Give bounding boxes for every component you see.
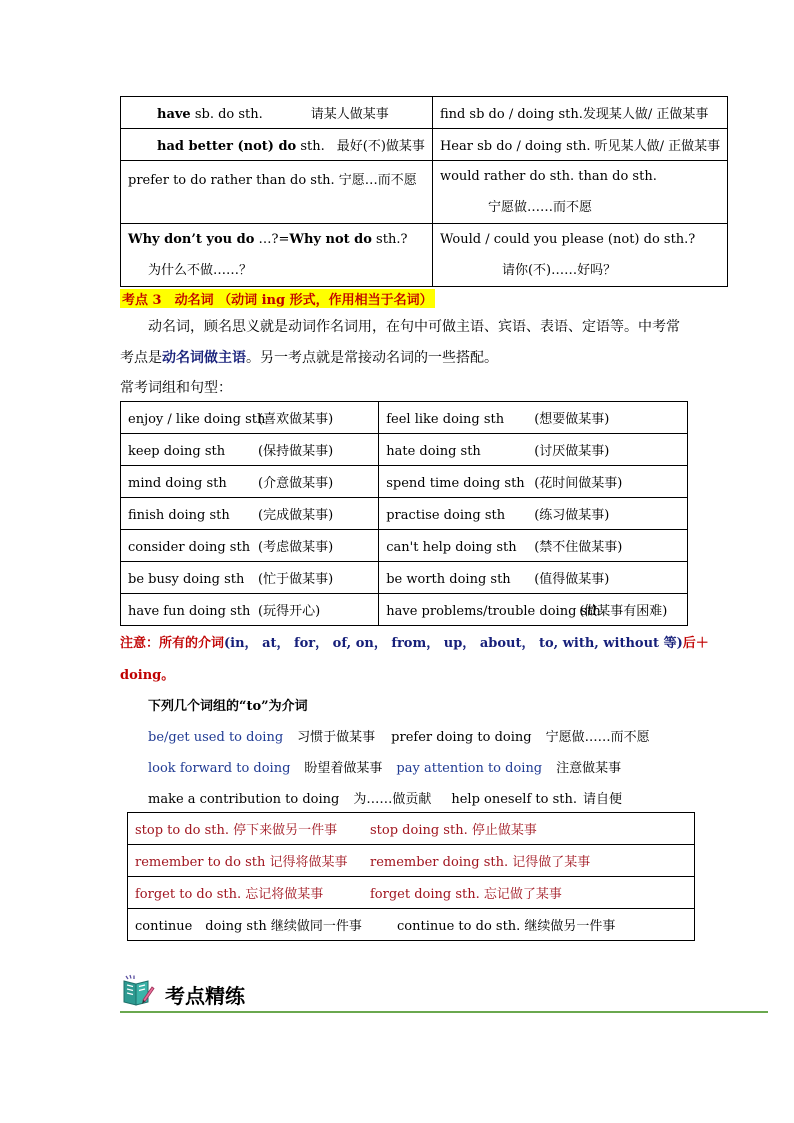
phrase-meaning: (练习做某事) xyxy=(534,508,610,523)
phrase-meaning: (完成做某事) xyxy=(258,508,334,523)
section-divider xyxy=(120,1011,768,1013)
phrase-text: finish doing sth xyxy=(128,508,230,523)
phrase-text: feel like doing sth xyxy=(386,412,505,427)
table-cell xyxy=(121,530,379,562)
table-cell: Why don’t you do …?=Why not do sth.? 为什么不做……？ xyxy=(121,224,433,287)
table-cell: would rather do sth. than do sth. 宁愿做……而不愿 xyxy=(432,161,727,224)
table-cell xyxy=(379,498,688,530)
table-row xyxy=(121,530,688,562)
phrase-meaning: (花时间做某事) xyxy=(534,476,623,491)
paragraph-line: 考点是动名词做主语。另一考点就是常接动名词的一些搭配。 xyxy=(120,350,498,366)
table-cell: find sb do / doing sth.发现某人做/ 正做某事 xyxy=(432,97,727,129)
phrase-table-1 xyxy=(120,96,728,287)
phrase-text: hate doing sth xyxy=(386,444,481,459)
table-row xyxy=(121,594,688,626)
phrase-meaning: (介意做某事) xyxy=(258,476,334,491)
table-row xyxy=(121,161,728,224)
phrase-line: look forward to doing 盼望着做某事 pay attention to doing 注意做某事 xyxy=(148,761,622,776)
table-row xyxy=(121,97,728,129)
table-cell xyxy=(121,498,379,530)
table-row xyxy=(128,909,695,941)
phrase-text: continue doing sth 继续做同一件事 xyxy=(135,919,362,934)
phrase-meaning: (做某事有困难) xyxy=(579,604,668,619)
phrase-meaning: (忙于做某事) xyxy=(258,572,334,587)
table-cell xyxy=(379,562,688,594)
phrase-text: consider doing sth xyxy=(128,540,251,555)
subheading: 常考词组和句型： xyxy=(120,380,232,396)
table-cell xyxy=(128,813,695,845)
note-line-2: doing。 xyxy=(120,668,175,683)
table-cell xyxy=(128,845,695,877)
phrase-text: have fun doing sth xyxy=(128,604,251,619)
table-row xyxy=(128,845,695,877)
phrase-text: be worth doing sth xyxy=(386,572,511,587)
table-cell xyxy=(379,434,688,466)
table-cell xyxy=(121,466,379,498)
note-line: 注意：所有的介词(in， at， for， of, on， from， up， about， to, with, without 等)后＋ xyxy=(120,636,709,651)
table-cell: Hear sb do / doing sth. 听见某人做/ 正做某事 xyxy=(432,129,727,161)
to-vs-ing-table xyxy=(127,812,695,941)
table-cell: have sb. do sth. 请某人做某事 xyxy=(121,97,433,129)
table-row xyxy=(121,129,728,161)
table-cell: prefer to do rather than do sth. 宁愿…而不愿 xyxy=(121,161,433,224)
phrase-meaning: (值得做某事) xyxy=(534,572,610,587)
table-row xyxy=(121,562,688,594)
table-cell xyxy=(379,466,688,498)
phrase-meaning: (玩得开心) xyxy=(258,604,321,619)
phrase-text: practise doing sth xyxy=(386,508,506,523)
table-row xyxy=(121,402,688,434)
table-cell xyxy=(379,530,688,562)
paragraph-line: 动名词，顾名思义就是动词作名词用，在句中可做主语、宾语、表语、定语等。中考常 xyxy=(148,319,680,335)
phrase-text: continue to do sth. 继续做另一件事 xyxy=(397,919,616,934)
table-row xyxy=(121,224,728,287)
table-row xyxy=(128,813,695,845)
phrase-text: forget doing sth. 忘记做了某事 xyxy=(370,887,562,902)
phrase-text: enjoy / like doing sth xyxy=(128,412,266,427)
phrase-text: forget to do sth. 忘记将做某事 xyxy=(135,887,324,902)
table-cell xyxy=(379,402,688,434)
table-row xyxy=(128,877,695,909)
table-cell: had better (not) do sth. 最好(不)做某事 xyxy=(121,129,433,161)
phrase-text: be busy doing sth xyxy=(128,572,245,587)
phrase-text: stop doing sth. 停止做某事 xyxy=(370,823,537,838)
phrase-text: can't help doing sth xyxy=(386,540,517,555)
to-preposition-heading: 下列几个词组的“to”为介词 xyxy=(148,699,308,714)
table-row xyxy=(121,466,688,498)
phrase-meaning: (想要做某事) xyxy=(534,412,610,427)
table-cell xyxy=(128,877,695,909)
exercise-title: 考点精练 xyxy=(165,984,245,1008)
phrase-meaning: (讨厌做某事) xyxy=(534,444,610,459)
phrase-meaning: (喜欢做某事) xyxy=(258,412,334,427)
phrase-meaning: (考虑做某事) xyxy=(258,540,334,555)
table-cell: Would / could you please (not) do sth.? 请你(不)……好吗？ xyxy=(432,224,727,287)
phrase-text: mind doing sth xyxy=(128,476,227,491)
table-cell xyxy=(379,594,688,626)
table-row xyxy=(121,498,688,530)
phrase-text: spend time doing sth xyxy=(386,476,525,491)
phrase-text: have problems/trouble doing sth xyxy=(386,604,601,619)
phrase-meaning: (禁不住做某事) xyxy=(534,540,623,555)
table-cell xyxy=(128,909,695,941)
gerund-phrase-table xyxy=(120,401,688,626)
phrase-text: keep doing sth xyxy=(128,444,226,459)
phrase-text: stop to do sth. 停下来做另一件事 xyxy=(135,823,338,838)
table-cell xyxy=(121,594,379,626)
phrase-text: remember doing sth. 记得做了某事 xyxy=(370,855,591,870)
phrase-line: make a contribution to doing 为……做贡献 help oneself to sth. 请自便 xyxy=(148,792,622,807)
table-cell xyxy=(121,434,379,466)
phrase-text: remember to do sth 记得将做某事 xyxy=(135,855,348,870)
table-row xyxy=(121,434,688,466)
book-pencil-icon xyxy=(121,973,155,1009)
phrase-line: be/get used to doing 习惯于做某事 prefer doing to doing 宁愿做……而不愿 xyxy=(148,730,650,745)
table-cell xyxy=(121,402,379,434)
section-heading: 考点 3 动名词 （动词 ing 形式，作用相当于名词） xyxy=(120,289,435,308)
phrase-meaning: (保持做某事) xyxy=(258,444,334,459)
table-cell xyxy=(121,562,379,594)
